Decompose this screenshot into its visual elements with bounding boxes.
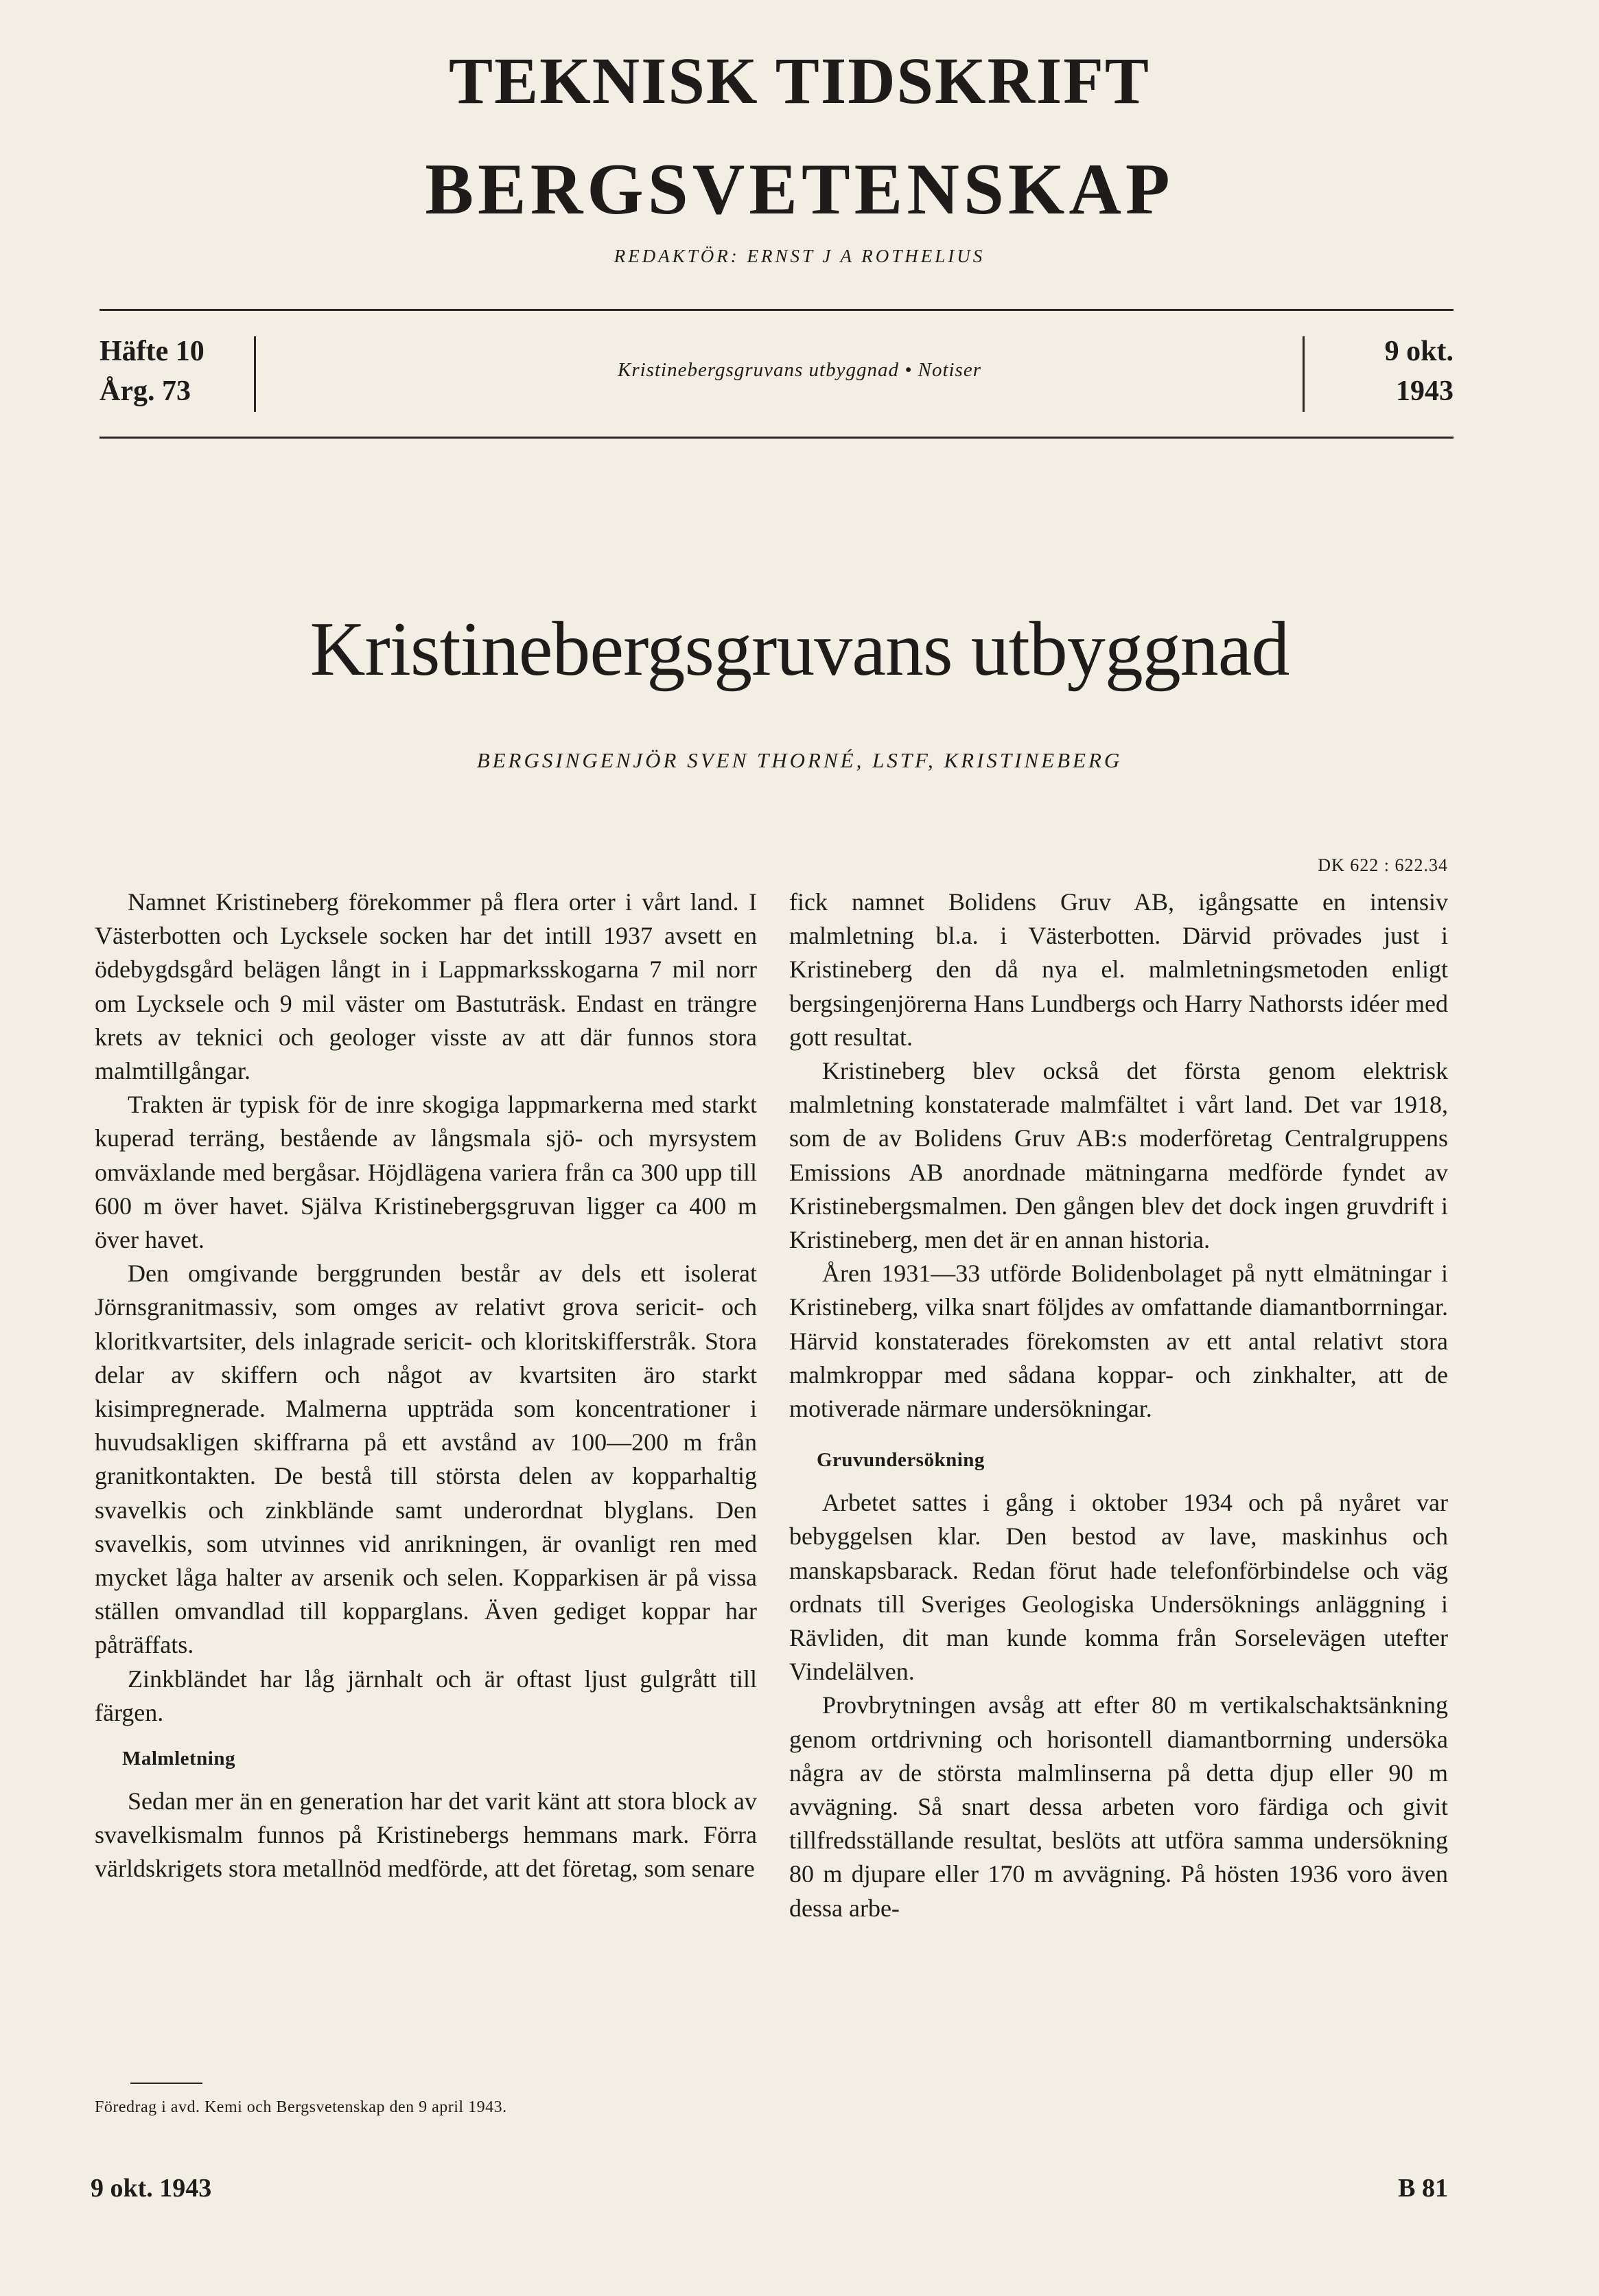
issue-date-year: 1943 bbox=[1396, 375, 1454, 407]
paragraph: Arbetet sattes i gång i oktober 1934 och på nyåret var bebyggelsen klar. Den bestod av lave, maskinhus och manskapsbarack. Redan förut hade telefonförbindelse och väg ordnats till Sveriges Geologiska Undersöknings anläggning i Rävliden, dit man kunde komma från Sorselevägen utefter Vindelälven. bbox=[789, 1489, 1448, 1686]
article-column-right bbox=[789, 885, 1448, 1925]
masthead-bottom-rule bbox=[100, 437, 1454, 439]
masthead-right-divider bbox=[1303, 336, 1305, 412]
editor-line: REDAKTÖR: ERNST J A ROTHELIUS bbox=[614, 246, 985, 266]
issue-number: Häfte 10 bbox=[100, 336, 205, 367]
paragraph: Den omgivande berggrunden består av dels ett isolerat Jörnsgranitmassiv, som omges av relativt grova sericit- och kloritkvartsiter, dels inlagrade sericit- och kloritskifferstråk. Stora delar av skiffern och något av kvartsiten äro starkt kisimpregnerade. Malmerna uppträda som koncentrationer i huvudsakligen skiffrarna på ett avstånd av 100—200 m från granitkontakten. De bestå till största delen av kopparhaltig svavelkis och zinkblände samt underordnat blyglans. Den svavelkis, som utvinnes vid anrikningen, är ovanligt ren med mycket låga halter av arsenik och selen. Kopparkisen är på vissa ställen omvandlad till kopparglans. Även gediget koppar har påträffats. bbox=[95, 1260, 757, 1659]
paragraph: Kristineberg blev också det första genom elektrisk malmletning konstaterade malmfältet i vårt land. Det var 1918, som de av Bolidens Gruv AB:s moderföretag Centralgruppens Emissions AB anordnade mätningarna medförde fyndet av Kristinebergsmalmen. Den gången blev det dock ingen gruvdrift i Kristineberg, men det är en annan historia. bbox=[789, 1057, 1448, 1254]
issue-date-block bbox=[1311, 332, 1454, 411]
paragraph: fick namnet Bolidens Gruv AB, igångsatte en intensiv malmletning bl.a. i Västerbotten. Därvid prövades just i Kristineberg den då nya el. malmletningsmetoden enligt bergsingenjörerna Hans Lundbergs och Harry Nathorsts idéer med gott resultat. bbox=[789, 888, 1448, 1051]
paragraph: Trakten är typisk för de inre skogiga lappmarkerna med starkt kuperad terräng, bestående av långsmala sjö- och myrsystem omväxlande med bergåsar. Höjdlägena variera från ca 300 upp till 600 m över havet. Själva Kristinebergsgruvan ligger ca 400 m över havet. bbox=[95, 1091, 757, 1254]
masthead-top-rule bbox=[100, 309, 1454, 311]
paragraph: Zinkbländet har låg järnhalt och är oftast ljust gulgrått till färgen. bbox=[95, 1665, 757, 1726]
author-byline: BERGSINGENJÖR SVEN THORNÉ, LSTF, KRISTINEBERG bbox=[476, 748, 1123, 772]
section-heading: Gruvundersökning bbox=[817, 1449, 985, 1472]
journal-title: TEKNISK TIDSKRIFT bbox=[449, 44, 1150, 117]
classification-code: DK 622 : 622.34 bbox=[1318, 855, 1448, 875]
footnote: Föredrag i avd. Kemi och Bergsvetenskap den 9 april 1943. bbox=[95, 2098, 507, 2116]
article-column-left bbox=[95, 885, 757, 1886]
paragraph: Provbrytningen avsåg att efter 80 m vertikalschaktsänkning genom ortdrivning och horisontell diamantborrning undersöka några av de största malmlinserna på detta djup eller 90 m avvägning. Så snart dessa arbeten voro färdiga och givit tillfredsställande resultat, beslöts att utföra samma undersökning 80 m djupare eller 170 m avvägning. På hösten 1936 voro även dessa arbe- bbox=[789, 1691, 1448, 1922]
section-heading: Malmletning bbox=[122, 1748, 235, 1770]
section-title: BERGSVETENSKAP bbox=[425, 149, 1174, 229]
issue-date-day: 9 okt. bbox=[1384, 336, 1454, 367]
table-of-contents: Kristinebergsgruvans utbyggnad • Notiser bbox=[618, 359, 981, 381]
volume-number: Årg. 73 bbox=[100, 375, 191, 407]
paragraph: Sedan mer än en generation har det varit känt att stora block av svavelkismalm funnos på Kristinebergs hemmans mark. Förra världskrigets stora metallnöd medförde, att det företag, som senare bbox=[95, 1787, 757, 1883]
article-title: Kristinebergsgruvans utbyggnad bbox=[310, 607, 1289, 692]
page-number: B 81 bbox=[1398, 2174, 1448, 2203]
paragraph: Namnet Kristineberg förekommer på flera orter i vårt land. I Västerbotten och Lycksele socken har det intill 1937 avsett en ödebygdsgård belägen långt in i Lappmarksskogarna 7 mil norr om Lycksele och 9 mil väster om Bastuträsk. Endast en trängre krets av teknici och geologer visste av att där funnos stora malmtillgångar. bbox=[95, 888, 757, 1085]
paragraph: Åren 1931—33 utförde Bolidenbolaget på nytt elmätningar i Kristineberg, vilka snart följdes av omfattande diamantborrningar. Härvid konstaterades förekomsten av ett antal relativt stora malmkroppar med sådana koppar- och zinkhalter, att de motiverade närmare undersökningar. bbox=[789, 1260, 1448, 1423]
footnote-rule bbox=[130, 2083, 202, 2084]
footer-date: 9 okt. 1943 bbox=[91, 2174, 212, 2203]
